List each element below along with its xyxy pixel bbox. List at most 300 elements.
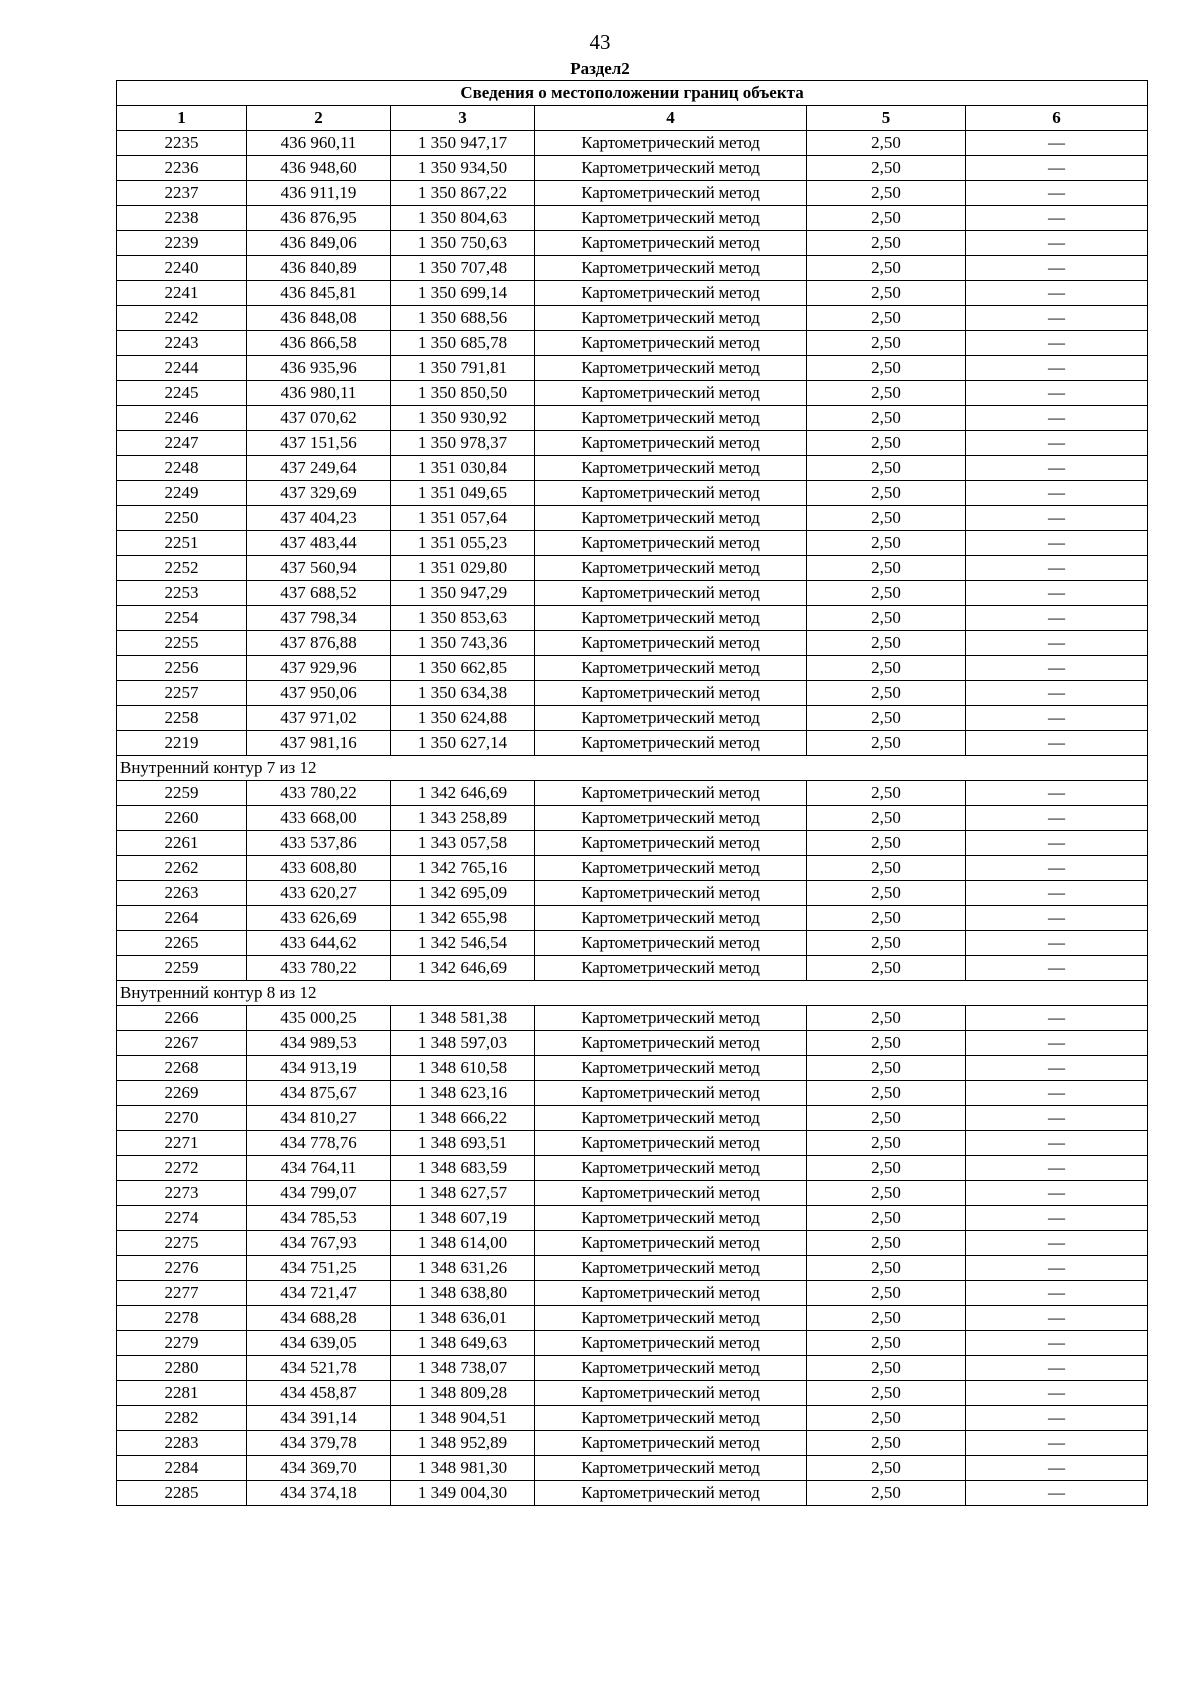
coordinate-x-cell: 434 751,25: [247, 1256, 391, 1281]
point-number-cell: 2263: [117, 881, 247, 906]
coordinate-x-cell: 433 668,00: [247, 806, 391, 831]
description-cell: —: [966, 456, 1148, 481]
coordinate-x-cell: 436 876,95: [247, 206, 391, 231]
method-cell: Картометрический метод: [535, 1006, 807, 1031]
table-row: [117, 1106, 1148, 1131]
table-row: [117, 1431, 1148, 1456]
coordinate-x-cell: 437 329,69: [247, 481, 391, 506]
coordinate-y-cell: 1 350 947,17: [391, 131, 535, 156]
accuracy-cell: 2,50: [807, 1356, 966, 1381]
coordinate-x-cell: 436 980,11: [247, 381, 391, 406]
accuracy-cell: 2,50: [807, 1156, 966, 1181]
coordinate-y-cell: 1 348 904,51: [391, 1406, 535, 1431]
accuracy-cell: 2,50: [807, 356, 966, 381]
description-cell: —: [966, 1281, 1148, 1306]
method-cell: Картометрический метод: [535, 1481, 807, 1506]
table-row: [117, 156, 1148, 181]
table-row: [117, 1031, 1148, 1056]
accuracy-cell: 2,50: [807, 1131, 966, 1156]
point-number-cell: 2219: [117, 731, 247, 756]
column-number: 6: [966, 106, 1148, 131]
coordinate-x-cell: 434 379,78: [247, 1431, 391, 1456]
table-row: [117, 1181, 1148, 1206]
table-row: [117, 906, 1148, 931]
contour-label: Внутренний контур 8 из 12: [117, 981, 1148, 1006]
coordinate-y-cell: 1 342 546,54: [391, 931, 535, 956]
description-cell: —: [966, 631, 1148, 656]
point-number-cell: 2276: [117, 1256, 247, 1281]
description-cell: —: [966, 1131, 1148, 1156]
point-number-cell: 2259: [117, 956, 247, 981]
coordinate-y-cell: 1 348 649,63: [391, 1331, 535, 1356]
method-cell: Картометрический метод: [535, 781, 807, 806]
table-row: [117, 1456, 1148, 1481]
point-number-cell: 2245: [117, 381, 247, 406]
coordinate-x-cell: 437 876,88: [247, 631, 391, 656]
accuracy-cell: 2,50: [807, 181, 966, 206]
point-number-cell: 2246: [117, 406, 247, 431]
method-cell: Картометрический метод: [535, 1206, 807, 1231]
method-cell: Картометрический метод: [535, 306, 807, 331]
accuracy-cell: 2,50: [807, 731, 966, 756]
table-row: [117, 131, 1148, 156]
method-cell: Картометрический метод: [535, 706, 807, 731]
coordinate-x-cell: 434 989,53: [247, 1031, 391, 1056]
coordinate-x-cell: 437 560,94: [247, 556, 391, 581]
coordinate-x-cell: 434 778,76: [247, 1131, 391, 1156]
table-row: [117, 206, 1148, 231]
description-cell: —: [966, 1306, 1148, 1331]
method-cell: Картометрический метод: [535, 631, 807, 656]
coordinate-y-cell: 1 343 057,58: [391, 831, 535, 856]
table-row: [117, 1256, 1148, 1281]
coordinate-y-cell: 1 350 685,78: [391, 331, 535, 356]
coordinate-y-cell: 1 348 623,16: [391, 1081, 535, 1106]
table-caption: Сведения о местоположении границ объекта: [117, 81, 1148, 106]
coordinate-x-cell: 437 249,64: [247, 456, 391, 481]
point-number-cell: 2266: [117, 1006, 247, 1031]
point-number-cell: 2258: [117, 706, 247, 731]
point-number-cell: 2269: [117, 1081, 247, 1106]
coordinate-x-cell: 437 688,52: [247, 581, 391, 606]
point-number-cell: 2265: [117, 931, 247, 956]
point-number-cell: 2253: [117, 581, 247, 606]
table-row: [117, 356, 1148, 381]
point-number-cell: 2278: [117, 1306, 247, 1331]
method-cell: Картометрический метод: [535, 1281, 807, 1306]
table-row: [117, 431, 1148, 456]
method-cell: Картометрический метод: [535, 1181, 807, 1206]
table-row: [117, 531, 1148, 556]
method-cell: Картометрический метод: [535, 856, 807, 881]
coordinate-y-cell: 1 348 981,30: [391, 1456, 535, 1481]
method-cell: Картометрический метод: [535, 181, 807, 206]
point-number-cell: 2281: [117, 1381, 247, 1406]
table-row: [117, 731, 1148, 756]
point-number-cell: 2277: [117, 1281, 247, 1306]
point-number-cell: 2259: [117, 781, 247, 806]
coordinate-y-cell: 1 350 688,56: [391, 306, 535, 331]
method-cell: Картометрический метод: [535, 731, 807, 756]
coordinate-y-cell: 1 351 029,80: [391, 556, 535, 581]
column-number: 1: [117, 106, 247, 131]
description-cell: —: [966, 1231, 1148, 1256]
table-row: [117, 406, 1148, 431]
boundary-table: [116, 80, 1148, 1506]
table-row: [117, 281, 1148, 306]
coordinate-y-cell: 1 350 707,48: [391, 256, 535, 281]
coordinate-x-cell: 434 458,87: [247, 1381, 391, 1406]
accuracy-cell: 2,50: [807, 1206, 966, 1231]
method-cell: Картометрический метод: [535, 1431, 807, 1456]
description-cell: —: [966, 331, 1148, 356]
accuracy-cell: 2,50: [807, 956, 966, 981]
description-cell: —: [966, 656, 1148, 681]
table-row: [117, 881, 1148, 906]
accuracy-cell: 2,50: [807, 1481, 966, 1506]
coordinate-y-cell: 1 351 049,65: [391, 481, 535, 506]
point-number-cell: 2237: [117, 181, 247, 206]
point-number-cell: 2251: [117, 531, 247, 556]
description-cell: —: [966, 556, 1148, 581]
description-cell: —: [966, 906, 1148, 931]
table-row: [117, 956, 1148, 981]
coordinate-y-cell: 1 348 693,51: [391, 1131, 535, 1156]
point-number-cell: 2235: [117, 131, 247, 156]
method-cell: Картометрический метод: [535, 456, 807, 481]
coordinate-x-cell: 436 911,19: [247, 181, 391, 206]
table-row: [117, 1481, 1148, 1506]
coordinate-y-cell: 1 342 765,16: [391, 856, 535, 881]
table-row: [117, 456, 1148, 481]
coordinate-y-cell: 1 350 627,14: [391, 731, 535, 756]
method-cell: Картометрический метод: [535, 1156, 807, 1181]
description-cell: —: [966, 1006, 1148, 1031]
point-number-cell: 2285: [117, 1481, 247, 1506]
point-number-cell: 2249: [117, 481, 247, 506]
column-number: 5: [807, 106, 966, 131]
point-number-cell: 2268: [117, 1056, 247, 1081]
description-cell: —: [966, 1081, 1148, 1106]
coordinate-y-cell: 1 348 631,26: [391, 1256, 535, 1281]
accuracy-cell: 2,50: [807, 931, 966, 956]
description-cell: —: [966, 256, 1148, 281]
accuracy-cell: 2,50: [807, 1456, 966, 1481]
coordinate-y-cell: 1 348 683,59: [391, 1156, 535, 1181]
coordinate-x-cell: 436 849,06: [247, 231, 391, 256]
point-number-cell: 2271: [117, 1131, 247, 1156]
table-row: [117, 381, 1148, 406]
description-cell: —: [966, 706, 1148, 731]
coordinate-y-cell: 1 351 055,23: [391, 531, 535, 556]
description-cell: —: [966, 231, 1148, 256]
method-cell: Картометрический метод: [535, 681, 807, 706]
description-cell: —: [966, 1431, 1148, 1456]
column-number: 3: [391, 106, 535, 131]
coordinate-x-cell: 433 780,22: [247, 781, 391, 806]
coordinate-x-cell: 436 845,81: [247, 281, 391, 306]
point-number-cell: 2238: [117, 206, 247, 231]
coordinate-x-cell: 433 537,86: [247, 831, 391, 856]
table-row: [117, 1006, 1148, 1031]
table-row: [117, 931, 1148, 956]
coordinate-x-cell: 437 971,02: [247, 706, 391, 731]
point-number-cell: 2260: [117, 806, 247, 831]
accuracy-cell: 2,50: [807, 331, 966, 356]
table-row: [117, 256, 1148, 281]
table-row: [117, 706, 1148, 731]
page-number: 43: [589, 30, 611, 54]
method-cell: Картометрический метод: [535, 356, 807, 381]
method-cell: Картометрический метод: [535, 406, 807, 431]
method-cell: Картометрический метод: [535, 1306, 807, 1331]
accuracy-cell: 2,50: [807, 831, 966, 856]
description-cell: —: [966, 406, 1148, 431]
point-number-cell: 2243: [117, 331, 247, 356]
coordinate-y-cell: 1 349 004,30: [391, 1481, 535, 1506]
coordinate-y-cell: 1 350 947,29: [391, 581, 535, 606]
accuracy-cell: 2,50: [807, 581, 966, 606]
method-cell: Картометрический метод: [535, 481, 807, 506]
table-row: [117, 1356, 1148, 1381]
description-cell: —: [966, 806, 1148, 831]
coordinate-y-cell: 1 348 952,89: [391, 1431, 535, 1456]
coordinate-x-cell: 434 875,67: [247, 1081, 391, 1106]
coordinate-y-cell: 1 348 809,28: [391, 1381, 535, 1406]
method-cell: Картометрический метод: [535, 881, 807, 906]
method-cell: Картометрический метод: [535, 1056, 807, 1081]
description-cell: —: [966, 881, 1148, 906]
method-cell: Картометрический метод: [535, 656, 807, 681]
accuracy-cell: 2,50: [807, 306, 966, 331]
accuracy-cell: 2,50: [807, 1306, 966, 1331]
accuracy-cell: 2,50: [807, 1331, 966, 1356]
table-row: [117, 1131, 1148, 1156]
accuracy-cell: 2,50: [807, 606, 966, 631]
coordinate-x-cell: 433 626,69: [247, 906, 391, 931]
description-cell: —: [966, 1106, 1148, 1131]
coordinate-x-cell: 437 483,44: [247, 531, 391, 556]
coordinate-x-cell: 434 721,47: [247, 1281, 391, 1306]
accuracy-cell: 2,50: [807, 656, 966, 681]
point-number-cell: 2255: [117, 631, 247, 656]
accuracy-cell: 2,50: [807, 1056, 966, 1081]
method-cell: Картометрический метод: [535, 381, 807, 406]
accuracy-cell: 2,50: [807, 1031, 966, 1056]
coordinate-y-cell: 1 342 646,69: [391, 956, 535, 981]
coordinate-x-cell: 436 960,11: [247, 131, 391, 156]
coordinate-x-cell: 437 798,34: [247, 606, 391, 631]
point-number-cell: 2247: [117, 431, 247, 456]
coordinate-y-cell: 1 350 934,50: [391, 156, 535, 181]
point-number-cell: 2254: [117, 606, 247, 631]
point-number-cell: 2242: [117, 306, 247, 331]
table-row: [117, 856, 1148, 881]
table-row: [117, 556, 1148, 581]
table-body: [117, 131, 1148, 1506]
method-cell: Картометрический метод: [535, 931, 807, 956]
coordinate-x-cell: 436 848,08: [247, 306, 391, 331]
coordinate-y-cell: 1 348 607,19: [391, 1206, 535, 1231]
table-row: [117, 581, 1148, 606]
point-number-cell: 2264: [117, 906, 247, 931]
description-cell: —: [966, 1331, 1148, 1356]
contour-label-row: [117, 981, 1148, 1006]
point-number-cell: 2282: [117, 1406, 247, 1431]
description-cell: —: [966, 831, 1148, 856]
table-row: [117, 181, 1148, 206]
description-cell: —: [966, 856, 1148, 881]
accuracy-cell: 2,50: [807, 431, 966, 456]
point-number-cell: 2252: [117, 556, 247, 581]
coordinate-x-cell: 433 780,22: [247, 956, 391, 981]
coordinate-x-cell: 436 840,89: [247, 256, 391, 281]
point-number-cell: 2284: [117, 1456, 247, 1481]
description-cell: —: [966, 381, 1148, 406]
method-cell: Картометрический метод: [535, 281, 807, 306]
accuracy-cell: 2,50: [807, 881, 966, 906]
coordinate-x-cell: 437 404,23: [247, 506, 391, 531]
coordinate-y-cell: 1 350 978,37: [391, 431, 535, 456]
table-row: [117, 1156, 1148, 1181]
description-cell: —: [966, 356, 1148, 381]
coordinate-x-cell: 434 374,18: [247, 1481, 391, 1506]
point-number-cell: 2283: [117, 1431, 247, 1456]
accuracy-cell: 2,50: [807, 1231, 966, 1256]
table-row: [117, 781, 1148, 806]
method-cell: Картометрический метод: [535, 531, 807, 556]
accuracy-cell: 2,50: [807, 856, 966, 881]
description-cell: —: [966, 681, 1148, 706]
table-row: [117, 1381, 1148, 1406]
description-cell: —: [966, 1456, 1148, 1481]
accuracy-cell: 2,50: [807, 681, 966, 706]
coordinate-y-cell: 1 348 636,01: [391, 1306, 535, 1331]
description-cell: —: [966, 206, 1148, 231]
point-number-cell: 2270: [117, 1106, 247, 1131]
coordinate-x-cell: 434 688,28: [247, 1306, 391, 1331]
method-cell: Картометрический метод: [535, 831, 807, 856]
method-cell: Картометрический метод: [535, 1456, 807, 1481]
description-cell: —: [966, 606, 1148, 631]
column-number-row: [117, 106, 1148, 131]
method-cell: Картометрический метод: [535, 1031, 807, 1056]
method-cell: Картометрический метод: [535, 156, 807, 181]
point-number-cell: 2257: [117, 681, 247, 706]
point-number-cell: 2256: [117, 656, 247, 681]
point-number-cell: 2273: [117, 1181, 247, 1206]
table-row: [117, 631, 1148, 656]
method-cell: Картометрический метод: [535, 956, 807, 981]
description-cell: —: [966, 1206, 1148, 1231]
contour-label-row: [117, 756, 1148, 781]
coordinate-y-cell: 1 351 030,84: [391, 456, 535, 481]
accuracy-cell: 2,50: [807, 781, 966, 806]
coordinate-x-cell: 434 521,78: [247, 1356, 391, 1381]
column-number: 2: [247, 106, 391, 131]
table-row: [117, 1406, 1148, 1431]
method-cell: Картометрический метод: [535, 431, 807, 456]
coordinate-y-cell: 1 348 610,58: [391, 1056, 535, 1081]
description-cell: —: [966, 1406, 1148, 1431]
point-number-cell: 2239: [117, 231, 247, 256]
accuracy-cell: 2,50: [807, 1281, 966, 1306]
method-cell: Картометрический метод: [535, 1081, 807, 1106]
point-number-cell: 2241: [117, 281, 247, 306]
coordinate-y-cell: 1 350 804,63: [391, 206, 535, 231]
coordinate-x-cell: 436 948,60: [247, 156, 391, 181]
method-cell: Картометрический метод: [535, 506, 807, 531]
point-number-cell: 2248: [117, 456, 247, 481]
table-row: [117, 331, 1148, 356]
description-cell: —: [966, 581, 1148, 606]
description-cell: —: [966, 306, 1148, 331]
coordinate-x-cell: 434 810,27: [247, 1106, 391, 1131]
coordinate-x-cell: 435 000,25: [247, 1006, 391, 1031]
coordinate-y-cell: 1 350 791,81: [391, 356, 535, 381]
point-number-cell: 2280: [117, 1356, 247, 1381]
coordinate-y-cell: 1 350 930,92: [391, 406, 535, 431]
method-cell: Картометрический метод: [535, 231, 807, 256]
coordinate-y-cell: 1 350 853,63: [391, 606, 535, 631]
description-cell: —: [966, 156, 1148, 181]
table-row: [117, 681, 1148, 706]
coordinate-x-cell: 434 764,11: [247, 1156, 391, 1181]
accuracy-cell: 2,50: [807, 631, 966, 656]
accuracy-cell: 2,50: [807, 406, 966, 431]
description-cell: —: [966, 1156, 1148, 1181]
coordinate-y-cell: 1 350 750,63: [391, 231, 535, 256]
point-number-cell: 2272: [117, 1156, 247, 1181]
coordinate-x-cell: 436 866,58: [247, 331, 391, 356]
description-cell: —: [966, 431, 1148, 456]
accuracy-cell: 2,50: [807, 706, 966, 731]
description-cell: —: [966, 281, 1148, 306]
coordinate-x-cell: 433 608,80: [247, 856, 391, 881]
section-title: Раздел2: [570, 59, 630, 78]
table-row: [117, 481, 1148, 506]
method-cell: Картометрический метод: [535, 1106, 807, 1131]
coordinate-y-cell: 1 350 743,36: [391, 631, 535, 656]
table-row: [117, 1331, 1148, 1356]
accuracy-cell: 2,50: [807, 231, 966, 256]
coordinate-x-cell: 434 369,70: [247, 1456, 391, 1481]
accuracy-cell: 2,50: [807, 1431, 966, 1456]
method-cell: Картометрический метод: [535, 1381, 807, 1406]
method-cell: Картометрический метод: [535, 556, 807, 581]
coordinate-y-cell: 1 342 695,09: [391, 881, 535, 906]
point-number-cell: 2274: [117, 1206, 247, 1231]
description-cell: —: [966, 181, 1148, 206]
point-number-cell: 2267: [117, 1031, 247, 1056]
table-row: [117, 1306, 1148, 1331]
description-cell: —: [966, 1481, 1148, 1506]
accuracy-cell: 2,50: [807, 381, 966, 406]
coordinate-x-cell: 437 950,06: [247, 681, 391, 706]
coordinate-x-cell: 434 767,93: [247, 1231, 391, 1256]
method-cell: Картометрический метод: [535, 1331, 807, 1356]
accuracy-cell: 2,50: [807, 1006, 966, 1031]
description-cell: —: [966, 1056, 1148, 1081]
coordinate-x-cell: 437 151,56: [247, 431, 391, 456]
method-cell: Картометрический метод: [535, 256, 807, 281]
coordinate-y-cell: 1 350 662,85: [391, 656, 535, 681]
method-cell: Картометрический метод: [535, 131, 807, 156]
table-row: [117, 306, 1148, 331]
description-cell: —: [966, 131, 1148, 156]
accuracy-cell: 2,50: [807, 556, 966, 581]
coordinate-y-cell: 1 342 655,98: [391, 906, 535, 931]
